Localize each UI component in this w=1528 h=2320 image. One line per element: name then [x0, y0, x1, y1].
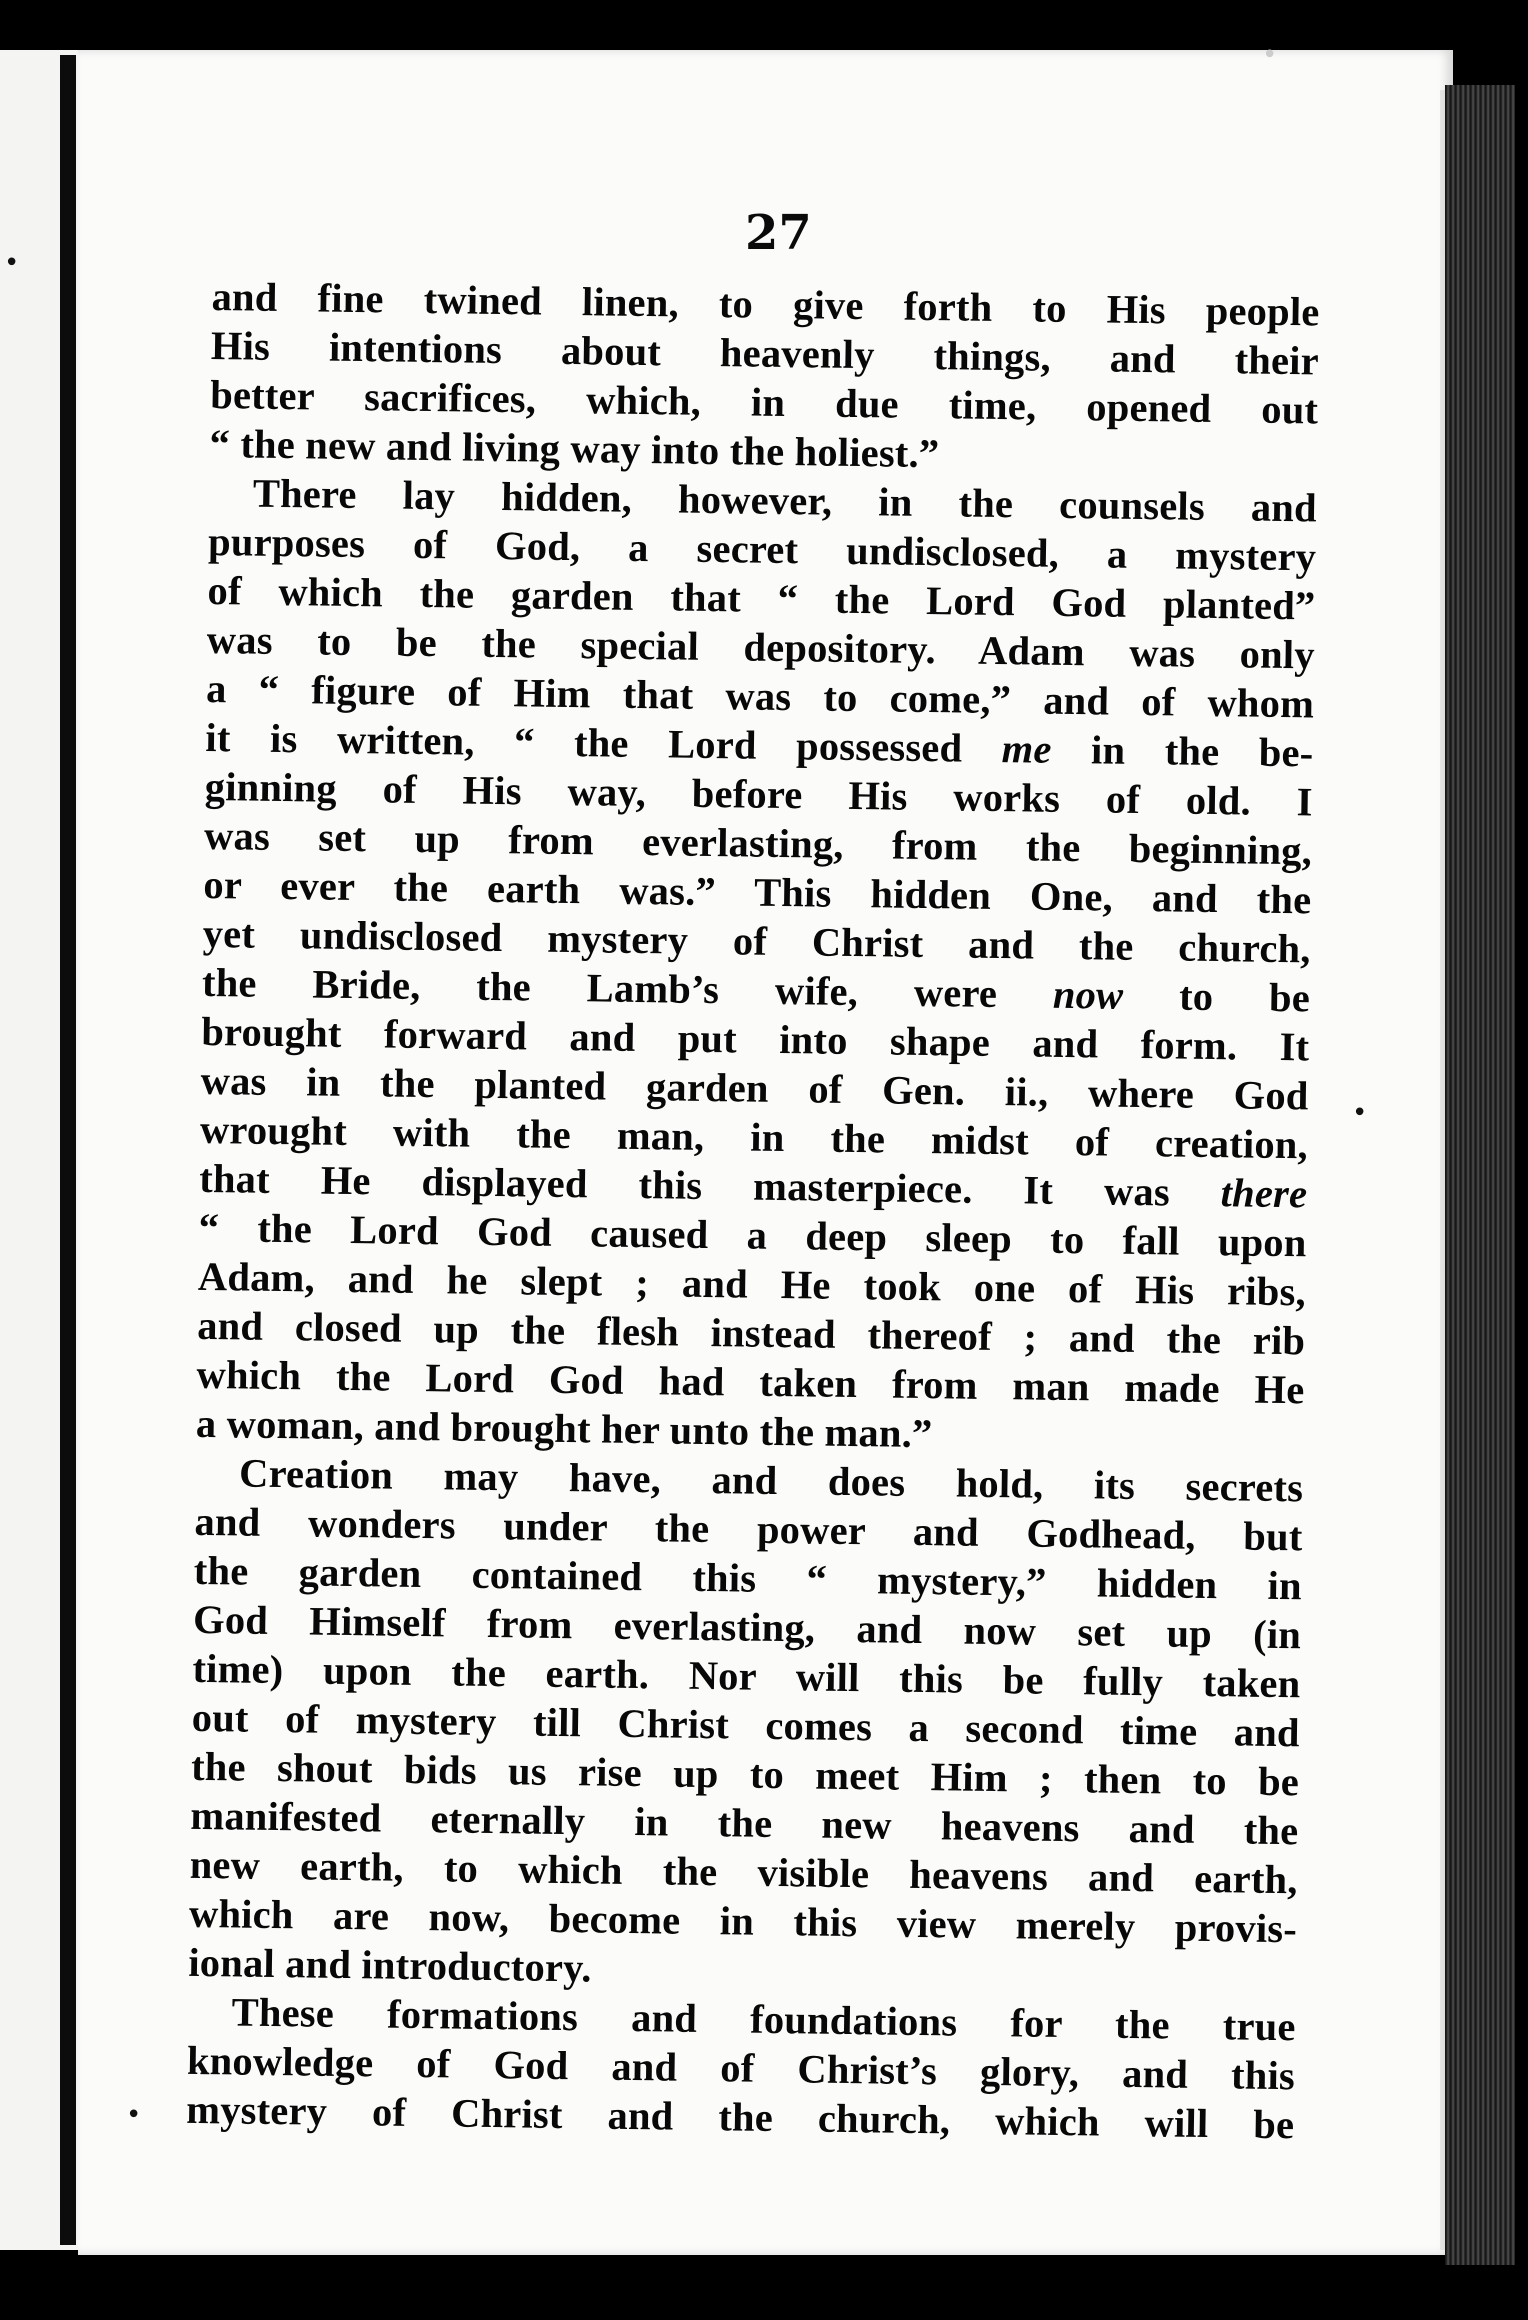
- text-line: was set up from everlasting, from the beginning,: [203, 812, 1313, 874]
- text-line: and wonders under the power and Godhead, but: [194, 1498, 1303, 1560]
- text-line: was to be the special depository. Adam was only: [206, 616, 1316, 678]
- text-line: wrought with the man, in the midst of creation,: [199, 1106, 1309, 1168]
- book-gutter: [60, 55, 76, 2245]
- text-line: “ the Lord God caused a deep sleep to fall upon: [198, 1204, 1307, 1266]
- page-number: 27: [745, 205, 812, 261]
- text-line: knowledge of God and of Christ’s glory, and this: [186, 2037, 1296, 2099]
- text-line: better sacrifices, which, in due time, opened out: [209, 371, 1319, 433]
- text-line: mystery of Christ and the church, which will be: [186, 2086, 1295, 2148]
- text-line: time) upon the earth. Nor will this be fully taken: [192, 1645, 1301, 1707]
- text-line: ginning of His way, before His works of old. I: [204, 763, 1314, 825]
- text-line: God Himself from everlasting, and now set up (in: [192, 1596, 1302, 1658]
- text-line: and closed up the flesh instead thereof ; and the rib: [196, 1302, 1306, 1364]
- text-line: which are now, become in this view merely provis-: [188, 1890, 1298, 1952]
- text-line: a woman, and brought her unto the man.”: [195, 1400, 933, 1457]
- text-line: a “ figure of Him that was to come,” and of whom: [205, 665, 1315, 727]
- text-line: “ the new and living way into the holiest.”: [209, 420, 940, 477]
- page-stack-edge: [1445, 85, 1515, 2265]
- text-line: out of mystery till Christ comes a second time and: [191, 1694, 1301, 1756]
- scan-speck: •: [4, 248, 20, 278]
- text-line: or ever the earth was.” This hidden One, and the: [203, 861, 1312, 923]
- body-text: [186, 272, 1320, 2149]
- text-line: There lay hidden, however, in the counsels and: [252, 470, 1318, 531]
- text-line: it is written, “ the Lord possessed me in the be-: [205, 714, 1314, 776]
- text-line: that He displayed this masterpiece. It was there: [199, 1155, 1308, 1217]
- text-line: which the Lord God had taken from man made He: [196, 1351, 1305, 1413]
- scan-speck: •: [126, 2100, 142, 2130]
- text-line: purposes of God, a secret undisclosed, a mystery: [207, 518, 1317, 580]
- text-line: of which the garden that “ the Lord God planted”: [207, 567, 1316, 629]
- text-line: yet undisclosed mystery of Christ and the church,: [202, 910, 1311, 972]
- text-line: the Bride, the Lamb’s wife, were now to be: [201, 959, 1311, 1021]
- text-line: manifested eternally in the new heavens and the: [190, 1792, 1299, 1854]
- scan-speck: •: [1352, 1098, 1368, 1128]
- scan-speck: •: [1262, 40, 1278, 70]
- text-line: the shout bids us rise up to meet Him ; then to be: [190, 1743, 1300, 1805]
- text-line: was in the planted garden of Gen. ii., where God: [200, 1057, 1309, 1119]
- text-line: new earth, to which the visible heavens and earth,: [189, 1841, 1298, 1903]
- text-line: brought forward and put into shape and form. It: [201, 1008, 1310, 1070]
- text-line: ional and introductory.: [188, 1939, 592, 1991]
- text-line: These formations and foundations for the true: [231, 1989, 1296, 2050]
- text-line: His intentions about heavenly things, and their: [210, 322, 1320, 384]
- text-line: and fine twined linen, to give forth to His people: [211, 273, 1320, 335]
- text-line: Adam, and he slept ; and He took one of His ribs,: [197, 1253, 1307, 1315]
- text-line: the garden contained this “ mystery,” hidden in: [193, 1547, 1303, 1609]
- text-line: Creation may have, and does hold, its secrets: [238, 1450, 1304, 1511]
